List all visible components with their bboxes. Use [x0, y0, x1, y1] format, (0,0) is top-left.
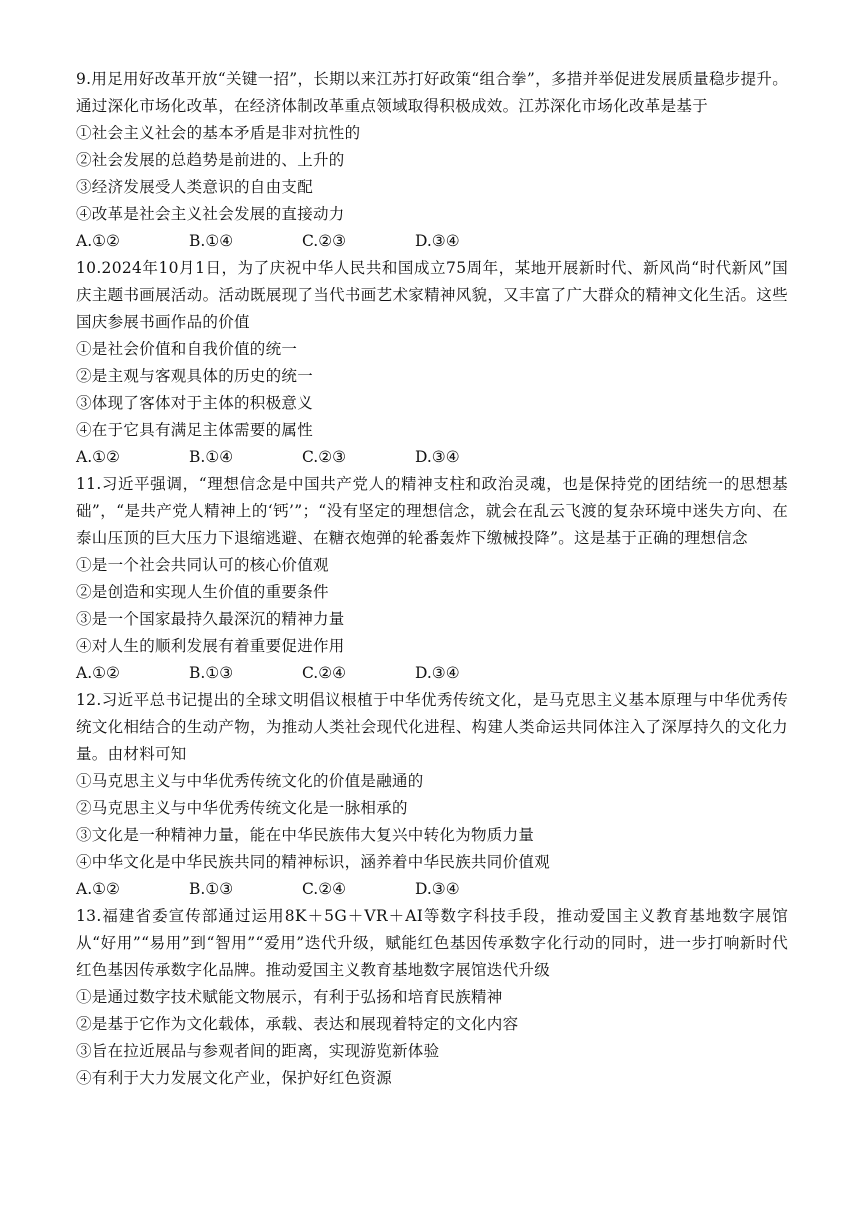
question-10	[76, 255, 788, 471]
choice-b: B.①③	[189, 880, 234, 898]
option-3: ③文化是一种精神力量，能在中华民族伟大复兴中转化为物质力量	[76, 826, 535, 844]
choice-b: B.①④	[189, 232, 234, 250]
choice-c: C.②③	[302, 448, 347, 466]
option-3: ③经济发展受人类意识的自由支配	[76, 178, 314, 196]
question-13	[76, 903, 788, 1092]
option-2: ②是主观与客观具体的历史的统一	[76, 367, 314, 385]
choice-a: A.①②	[76, 448, 120, 466]
option-4: ④在于它具有满足主体需要的属性	[76, 421, 314, 439]
exam-page	[76, 66, 788, 1092]
question-stem: 12.习近平总书记提出的全球文明倡议根植于中华优秀传统文化，是马克思主义基本原理与中华优秀传统文化相结合的生动产物，为推动人类社会现代化进程、构建人类命运共同体注入了深厚持久的文化力量。由材料可知	[76, 691, 788, 763]
option-1: ①是社会价值和自我价值的统一	[76, 340, 298, 358]
choice-a: A.①②	[76, 664, 120, 682]
option-1: ①是通过数字技术赋能文物展示，有利于弘扬和培育民族精神	[76, 988, 503, 1006]
question-9	[76, 66, 788, 255]
answer-choices	[76, 876, 788, 903]
answer-choices	[76, 660, 788, 687]
option-1: ①社会主义社会的基本矛盾是非对抗性的	[76, 124, 361, 142]
option-4: ④对人生的顺利发展有着重要促进作用	[76, 637, 345, 655]
question-12	[76, 687, 788, 903]
question-stem: 9.用足用好改革开放“关键一招”，长期以来江苏打好政策“组合拳”，多措并举促进发展质量稳步提升。通过深化市场化改革，在经济体制改革重点领域取得积极成效。江苏深化市场化改革是基于	[76, 70, 788, 115]
choice-c: C.②④	[302, 880, 347, 898]
choice-a: A.①②	[76, 232, 120, 250]
option-4: ④有利于大力发展文化产业，保护好红色资源	[76, 1069, 393, 1087]
option-3: ③是一个国家最持久最深沉的精神力量	[76, 610, 345, 628]
option-4: ④中华文化是中华民族共同的精神标识，涵养着中华民族共同价值观	[76, 853, 551, 871]
option-3: ③体现了客体对于主体的积极意义	[76, 394, 314, 412]
choice-d: D.③④	[415, 664, 460, 682]
choice-d: D.③④	[415, 880, 460, 898]
option-1: ①马克思主义与中华优秀传统文化的价值是融通的	[76, 772, 424, 790]
option-1: ①是一个社会共同认可的核心价值观	[76, 556, 329, 574]
choice-c: C.②③	[302, 232, 347, 250]
option-2: ②社会发展的总趋势是前进的、上升的	[76, 151, 345, 169]
choice-a: A.①②	[76, 880, 120, 898]
option-2: ②是创造和实现人生价值的重要条件	[76, 583, 329, 601]
option-3: ③旨在拉近展品与参观者间的距离，实现游览新体验	[76, 1042, 440, 1060]
choice-b: B.①④	[189, 448, 234, 466]
answer-choices	[76, 444, 788, 471]
choice-d: D.③④	[415, 448, 460, 466]
choice-c: C.②④	[302, 664, 347, 682]
choice-b: B.①③	[189, 664, 234, 682]
question-stem: 11.习近平强调，“理想信念是中国共产党人的精神支柱和政治灵魂，也是保持党的团结统一的思想基础”，“是共产党人精神上的‘钙’”；“没有坚定的理想信念，就会在乱云飞渡的复杂环境中迷失方向、在泰山压顶的巨大压力下退缩逃避、在糖衣炮弹的轮番轰炸下缴械投降”。这是基于正确的理想信念	[76, 475, 788, 547]
option-2: ②是基于它作为文化载体，承载、表达和展现着特定的文化内容	[76, 1015, 519, 1033]
question-11	[76, 471, 788, 687]
option-2: ②马克思主义与中华优秀传统文化是一脉相承的	[76, 799, 408, 817]
answer-choices	[76, 228, 788, 255]
question-stem: 10.2024年10月1日，为了庆祝中华人民共和国成立75周年，某地开展新时代、新风尚“时代新风”国庆主题书画展活动。活动既展现了当代书画艺术家精神风貌，又丰富了广大群众的精神文化生活。这些国庆参展书画作品的价值	[76, 259, 788, 331]
option-4: ④改革是社会主义社会发展的直接动力	[76, 205, 345, 223]
question-stem: 13.福建省委宣传部通过运用8K＋5G＋VR＋AI等数字科技手段，推动爱国主义教育基地数字展馆从“好用”“易用”到“智用”“爱用”迭代升级，赋能红色基因传承数字化行动的同时，进一步打响新时代红色基因传承数字化品牌。推动爱国主义教育基地数字展馆迭代升级	[76, 907, 788, 979]
choice-d: D.③④	[415, 232, 460, 250]
